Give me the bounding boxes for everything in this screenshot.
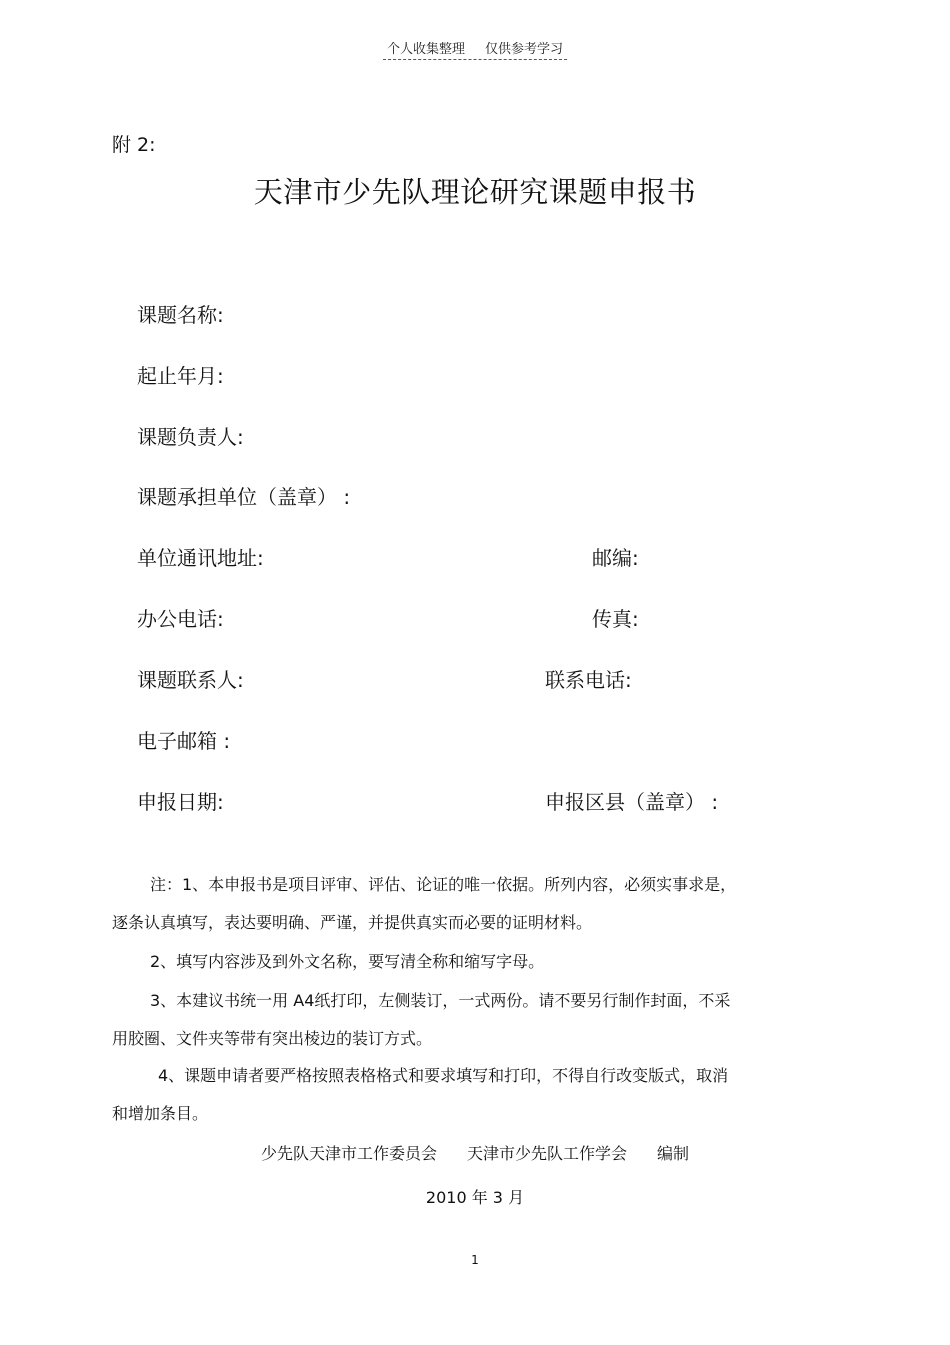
note-1-line-2: 逐条认真填写，表达要明确、严谨，并提供真实而必要的证明材料。: [112, 913, 593, 932]
header-left-text: 个人收集整理: [386, 42, 465, 57]
field-address: 单位通讯地址:: [137, 546, 264, 570]
field-topic-name: 课题名称:: [137, 303, 224, 327]
note-3-line-1: 3、本建议书统一用 A4纸打印，左侧装订，一式两份。请不要另行制作封面，不采: [150, 991, 731, 1010]
note-1-line-1: 注：1、本申报书是项目评审、评估、论证的唯一依据。所列内容，必须实事求是，: [150, 875, 737, 894]
compiler-org-2: 天津市少先队工作学会: [466, 1144, 627, 1163]
note-2: 2、填写内容涉及到外文名称，要写清全称和缩写字母。: [150, 952, 545, 971]
page-number: 1: [471, 1253, 479, 1267]
field-postcode: 邮编:: [592, 546, 639, 570]
note-4-line-2: 和增加条目。: [112, 1104, 209, 1123]
attachment-label: 附 2:: [112, 134, 156, 156]
document-title: 天津市少先队理论研究课题申报书: [253, 175, 697, 209]
page-header: [0, 38, 950, 60]
field-email: 电子邮箱 :: [137, 729, 231, 753]
field-date: 申报日期:: [137, 790, 224, 814]
field-fax: 传真:: [592, 607, 639, 631]
field-leader: 课题负责人:: [137, 425, 244, 449]
note-3-line-2: 用胶圈、文件夹等带有突出棱边的装订方式。: [112, 1029, 433, 1048]
field-contact-phone: 联系电话:: [545, 668, 632, 692]
compilers-line: [0, 1141, 950, 1164]
date-line: 2010 年 3 月: [425, 1188, 525, 1207]
field-district: 申报区县（盖章） :: [545, 790, 719, 814]
compiler-org-1: 少先队天津市工作委员会: [260, 1144, 437, 1163]
note-4-line-1: 4、课题申请者要严格按照表格格式和要求填写和打印，不得自行改变版式，取消: [158, 1066, 729, 1085]
compile-action: 编制: [657, 1144, 690, 1163]
header-right-text: 仅供参考学习: [485, 42, 564, 57]
field-office-phone: 办公电话:: [137, 607, 224, 631]
field-period: 起止年月:: [137, 364, 224, 388]
field-contact: 课题联系人:: [137, 668, 244, 692]
field-unit: 课题承担单位（盖章） :: [137, 485, 351, 509]
